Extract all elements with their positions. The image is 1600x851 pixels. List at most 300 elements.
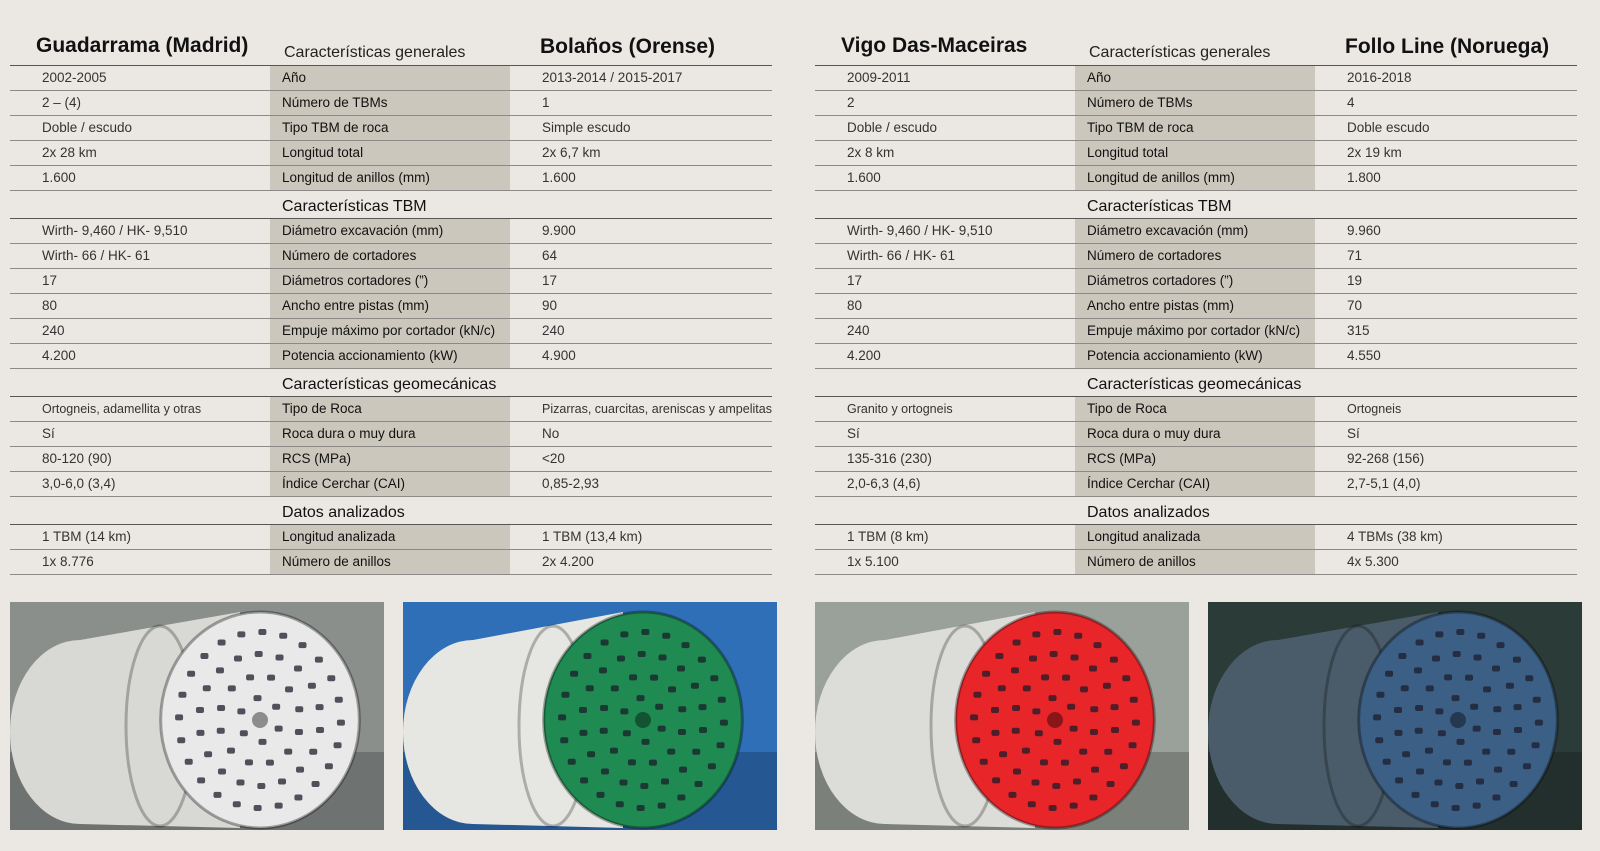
table-row bbox=[10, 244, 772, 269]
tbm-cutter-disc bbox=[560, 737, 568, 743]
tbm-cutter-disc bbox=[1053, 739, 1061, 745]
right-value-cell: 0,85-2,93 bbox=[542, 476, 600, 491]
tbm-cutter-disc bbox=[1482, 749, 1490, 755]
tbm-cutter-disc bbox=[655, 704, 663, 710]
parameter-label-cell: Tipo TBM de roca bbox=[1075, 116, 1315, 140]
tbm-cutter-disc bbox=[1416, 768, 1424, 774]
tbm-illustration bbox=[815, 602, 1189, 830]
right-value-cell: 19 bbox=[1347, 273, 1363, 288]
parameter-label-cell: Índice Cerchar (CAI) bbox=[1075, 472, 1315, 496]
tbm-cutter-disc bbox=[561, 692, 569, 698]
tbm-cutter-disc bbox=[1477, 633, 1485, 639]
section-title-geomechanical bbox=[815, 369, 1577, 397]
tbm-cutter-disc bbox=[677, 666, 685, 672]
left-value-cell: Wirth- 9,460 / HK- 9,510 bbox=[42, 223, 188, 238]
left-value-cell: Wirth- 66 / HK- 61 bbox=[847, 248, 956, 263]
tbm-cutter-disc bbox=[203, 685, 211, 691]
tbm-cutter-disc bbox=[1120, 763, 1128, 769]
tbm-cutter-disc bbox=[568, 759, 576, 765]
tbm-cutter-disc bbox=[1514, 704, 1522, 710]
tbm-cutter-disc bbox=[583, 653, 591, 659]
tbm-cutter-disc bbox=[1049, 805, 1057, 811]
tbm-cutter-disc bbox=[1041, 674, 1049, 680]
tbm-cutter-disc bbox=[1012, 728, 1020, 734]
tbm-cutter-disc bbox=[294, 666, 302, 672]
tbm-cutter-disc bbox=[699, 704, 707, 710]
tbm-cutter-disc bbox=[1535, 720, 1543, 726]
tbm-cutter-disc bbox=[255, 651, 263, 657]
tbm-cutter-disc bbox=[1452, 695, 1460, 701]
tbm-cutter-disc bbox=[294, 794, 302, 800]
tbm-cutter-disc bbox=[315, 657, 323, 663]
tbm-cutter-disc bbox=[659, 655, 667, 661]
left-value-cell: 1.600 bbox=[42, 170, 76, 185]
tbm-cutter-disc bbox=[970, 714, 978, 720]
tbm-cutter-disc bbox=[678, 729, 686, 735]
tbm-cutter-disc bbox=[1111, 727, 1119, 733]
tbm-cutter-disc bbox=[710, 675, 718, 681]
table-row bbox=[815, 319, 1577, 344]
left-value-cell: 17 bbox=[847, 273, 863, 288]
left-value-cell: 2 – (4) bbox=[42, 95, 82, 110]
right-value-cell: 1 TBM (13,4 km) bbox=[542, 529, 643, 544]
table-row bbox=[10, 66, 772, 91]
tbm-cutter-disc bbox=[658, 803, 666, 809]
tbm-cutter-disc bbox=[185, 759, 193, 765]
tbm-cutter-disc bbox=[200, 653, 208, 659]
tbm-cutter-disc bbox=[1453, 651, 1461, 657]
table-row bbox=[815, 472, 1577, 497]
tbm-cutter-disc bbox=[1062, 675, 1070, 681]
tbm-cutter-disc bbox=[1426, 685, 1434, 691]
tbm-cutter-disc bbox=[658, 726, 666, 732]
left-value-cell: 2002-2005 bbox=[42, 70, 107, 85]
parameter-label-cell: Empuje máximo por cortador (kN/c) bbox=[1075, 319, 1315, 343]
tbm-cutter-disc bbox=[178, 692, 186, 698]
tbm-cutter-disc bbox=[1049, 695, 1057, 701]
parameter-label-cell: Potencia accionamiento (kW) bbox=[1075, 344, 1315, 368]
tbm-cutter-disc bbox=[1022, 748, 1030, 754]
left-value-cell: Sí bbox=[847, 426, 860, 441]
tbm-cutter-disc bbox=[1094, 642, 1102, 648]
left-value-cell: 2x 28 km bbox=[42, 145, 97, 160]
parameter-label-cell: Diámetro excavación (mm) bbox=[270, 219, 510, 243]
left-value-cell: 2x 8 km bbox=[847, 145, 895, 160]
tbm-cutter-disc bbox=[1130, 697, 1138, 703]
tbm-cutter-disc bbox=[620, 708, 628, 714]
tbm-cutter-disc bbox=[337, 720, 345, 726]
right-value-cell: 2x 19 km bbox=[1347, 145, 1402, 160]
tbm-cutter-disc bbox=[258, 629, 266, 635]
right-value-cell: 1.800 bbox=[1347, 170, 1381, 185]
left-value-cell: 240 bbox=[42, 323, 65, 338]
table-row bbox=[815, 344, 1577, 369]
tbm-cutter-disc bbox=[679, 767, 687, 773]
table-row bbox=[10, 116, 772, 141]
parameter-label-cell: Número de cortadores bbox=[270, 244, 510, 268]
tbm-cutter-disc bbox=[1497, 642, 1505, 648]
tbm-cutter-disc bbox=[998, 685, 1006, 691]
right-value-cell: 4x 5.300 bbox=[1347, 554, 1399, 569]
right-value-cell: 90 bbox=[542, 298, 558, 313]
tbm-cutter-disc bbox=[196, 707, 204, 713]
right-value-cell: 1 bbox=[542, 95, 550, 110]
tbm-cutter-disc bbox=[1090, 729, 1098, 735]
tbm-cutter-disc bbox=[1394, 707, 1402, 713]
right-value-cell: 2x 6,7 km bbox=[542, 145, 601, 160]
parameter-label-cell: Diámetros cortadores (”) bbox=[1075, 269, 1315, 293]
tbm-cutter-disc bbox=[1493, 706, 1501, 712]
tbm-cutter-disc bbox=[991, 707, 999, 713]
tbm-cutter-disc bbox=[1435, 631, 1443, 637]
table-row bbox=[815, 244, 1577, 269]
left-value-cell: 17 bbox=[42, 273, 58, 288]
tbm-cutter-disc bbox=[1029, 655, 1037, 661]
parameter-label-cell: Número de anillos bbox=[1075, 550, 1315, 574]
tbm-cutter-disc bbox=[1395, 777, 1403, 783]
tbm-cutter-disc bbox=[254, 695, 262, 701]
tbm-cutter-disc bbox=[641, 629, 649, 635]
tbm-cutter-disc bbox=[600, 728, 608, 734]
parameter-label-cell: Roca dura o muy dura bbox=[1075, 422, 1315, 446]
tbm-cutter-disc bbox=[1089, 666, 1097, 672]
tbm-cutter-disc bbox=[275, 803, 283, 809]
tbm-cutter-disc bbox=[691, 683, 699, 689]
left-value-cell: 1 TBM (14 km) bbox=[42, 529, 132, 544]
photo-guadarrama-tbm bbox=[10, 602, 384, 830]
table-row bbox=[815, 116, 1577, 141]
parameter-label-cell: Longitud analizada bbox=[1075, 525, 1315, 549]
parameter-label-cell: Ancho entre pistas (mm) bbox=[270, 294, 510, 318]
tbm-cutter-disc bbox=[236, 779, 244, 785]
table-row bbox=[10, 422, 772, 447]
right-value-cell: 9.900 bbox=[542, 223, 576, 238]
parameter-label-cell: Roca dura o muy dura bbox=[270, 422, 510, 446]
tbm-cutter-disc bbox=[1414, 667, 1422, 673]
tbm-cutter-disc bbox=[1122, 675, 1130, 681]
table-row bbox=[815, 447, 1577, 472]
tbm-cutter-disc bbox=[217, 705, 225, 711]
tbm-cutter-disc bbox=[1483, 686, 1491, 692]
tbm-cutter-disc bbox=[1473, 726, 1481, 732]
tbm-cutter-disc bbox=[611, 685, 619, 691]
tbm-comparison-table-right bbox=[815, 28, 1577, 575]
table-row bbox=[10, 219, 772, 244]
tbm-cutter-disc bbox=[1510, 781, 1518, 787]
tbm-cutter-disc bbox=[308, 683, 316, 689]
tbm-cutter-disc bbox=[1028, 801, 1036, 807]
tbm-cutter-disc bbox=[218, 640, 226, 646]
tbm-cutter-disc bbox=[1415, 728, 1423, 734]
tbm-cutter-disc bbox=[327, 675, 335, 681]
tbm-cutter-disc bbox=[1425, 748, 1433, 754]
tbm-cutter-disc bbox=[1385, 671, 1393, 677]
section-title-tbm-label: Características TBM bbox=[1087, 198, 1232, 215]
tbm-cutter-disc bbox=[601, 640, 609, 646]
tbm-cutter-disc bbox=[628, 759, 636, 765]
tbm-cutterhead-center bbox=[252, 712, 268, 728]
tbm-cutter-disc bbox=[1435, 708, 1443, 714]
tbm-cutter-disc bbox=[1464, 760, 1472, 766]
tbm-cutter-disc bbox=[245, 759, 253, 765]
tbm-cutter-disc bbox=[197, 777, 205, 783]
tbm-cutter-disc bbox=[1035, 730, 1043, 736]
left-project-title: Guadarrama (Madrid) bbox=[36, 34, 249, 57]
left-value-cell: 1x 8.776 bbox=[42, 554, 94, 569]
tbm-cutter-disc bbox=[1074, 633, 1082, 639]
parameter-label-cell: Longitud analizada bbox=[270, 525, 510, 549]
tbm-cutter-disc bbox=[662, 633, 670, 639]
tbm-cutter-disc bbox=[1376, 692, 1384, 698]
table-row bbox=[10, 166, 772, 191]
tbm-cutter-disc bbox=[580, 777, 588, 783]
table-header bbox=[10, 28, 772, 66]
table-row bbox=[10, 550, 772, 575]
table-row bbox=[815, 525, 1577, 550]
tbm-cutter-disc bbox=[285, 686, 293, 692]
parameter-label-cell: Longitud total bbox=[1075, 141, 1315, 165]
tbm-cutter-disc bbox=[667, 749, 675, 755]
tbm-cutter-disc bbox=[1465, 675, 1473, 681]
parameter-label-cell: Diámetro excavación (mm) bbox=[1075, 219, 1315, 243]
left-value-cell: 2,0-6,3 (4,6) bbox=[847, 476, 921, 491]
tbm-cutter-disc bbox=[334, 742, 342, 748]
parameter-label-cell: Número de TBMs bbox=[1075, 91, 1315, 115]
table-row bbox=[815, 550, 1577, 575]
tbm-cutter-disc bbox=[698, 657, 706, 663]
right-project-title: Follo Line (Noruega) bbox=[1345, 35, 1550, 58]
tbm-cutter-disc bbox=[1438, 730, 1446, 736]
left-project-title: Vigo Das-Maceiras bbox=[841, 34, 1028, 57]
tbm-cutter-disc bbox=[1011, 667, 1019, 673]
tbm-cutter-disc bbox=[695, 781, 703, 787]
left-value-cell: 1.600 bbox=[847, 170, 881, 185]
tbm-cutter-disc bbox=[623, 730, 631, 736]
tbm-cutter-disc bbox=[1434, 779, 1442, 785]
tbm-cutter-disc bbox=[316, 704, 324, 710]
tbm-cutter-disc bbox=[1104, 749, 1112, 755]
left-value-cell: Ortogneis, adamellita y otras bbox=[42, 402, 202, 416]
table-row bbox=[815, 91, 1577, 116]
section-title-geomechanical-label: Características geomecánicas bbox=[1087, 376, 1302, 393]
left-value-cell: 80-120 (90) bbox=[42, 451, 112, 466]
parameter-label-cell: RCS (MPa) bbox=[1075, 447, 1315, 471]
tbm-cutter-disc bbox=[579, 707, 587, 713]
parameter-label-cell: Número de cortadores bbox=[1075, 244, 1315, 268]
tbm-cutter-disc bbox=[678, 706, 686, 712]
tbm-cutter-disc bbox=[1023, 685, 1031, 691]
tbm-illustration bbox=[1208, 602, 1582, 830]
tbm-cutter-disc bbox=[295, 729, 303, 735]
table-row bbox=[10, 344, 772, 369]
right-value-cell: <20 bbox=[542, 451, 565, 466]
table-row bbox=[815, 166, 1577, 191]
parameter-label-cell: Tipo de Roca bbox=[270, 397, 510, 421]
tbm-cutter-disc bbox=[1073, 779, 1081, 785]
tbm-cutter-disc bbox=[668, 686, 676, 692]
tbm-cutter-disc bbox=[1110, 657, 1118, 663]
tbm-cutter-disc bbox=[718, 697, 726, 703]
tbm-cutter-disc bbox=[275, 726, 283, 732]
tbm-cutter-disc bbox=[258, 739, 266, 745]
right-value-cell: 64 bbox=[542, 248, 558, 263]
tbm-cutter-disc bbox=[1375, 737, 1383, 743]
tbm-cutter-disc bbox=[999, 751, 1007, 757]
tbm-cutter-disc bbox=[1032, 631, 1040, 637]
tbm-cutter-disc bbox=[299, 642, 307, 648]
right-project-title: Bolaños (Orense) bbox=[540, 35, 716, 58]
table-row bbox=[10, 294, 772, 319]
tbm-cutterhead-center bbox=[635, 712, 651, 728]
table-row bbox=[815, 66, 1577, 91]
parameter-label-cell: Longitud de anillos (mm) bbox=[270, 166, 510, 190]
tbm-cutter-disc bbox=[267, 675, 275, 681]
tbm-cutter-disc bbox=[1394, 730, 1402, 736]
tbm-cutter-disc bbox=[284, 749, 292, 755]
tbm-cutter-disc bbox=[640, 783, 648, 789]
tbm-cutter-disc bbox=[596, 792, 604, 798]
table-row bbox=[815, 141, 1577, 166]
left-value-cell: Wirth- 66 / HK- 61 bbox=[42, 248, 151, 263]
tbm-cutter-disc bbox=[216, 667, 224, 673]
tbm-cutter-disc bbox=[1523, 763, 1531, 769]
tbm-cutter-disc bbox=[266, 760, 274, 766]
tbm-cutter-disc bbox=[1492, 794, 1500, 800]
tbm-cutter-disc bbox=[1507, 749, 1515, 755]
tbm-cutter-disc bbox=[638, 651, 646, 657]
tbm-illustration bbox=[10, 602, 384, 830]
table-row bbox=[10, 447, 772, 472]
right-value-cell: 1.600 bbox=[542, 170, 576, 185]
parameter-label-cell: Diámetros cortadores (”) bbox=[270, 269, 510, 293]
tbm-cutter-disc bbox=[1013, 768, 1021, 774]
section-title-analyzed-data bbox=[815, 497, 1577, 525]
parameter-label-cell: Número de TBMs bbox=[270, 91, 510, 115]
tbm-cutter-disc bbox=[227, 748, 235, 754]
right-value-cell: 315 bbox=[1347, 323, 1370, 338]
tbm-cutter-disc bbox=[217, 728, 225, 734]
section-title-geomechanical-label: Características geomecánicas bbox=[282, 376, 497, 393]
tbm-cutter-disc bbox=[661, 779, 669, 785]
right-value-cell: 2013-2014 / 2015-2017 bbox=[542, 70, 683, 85]
table-row bbox=[815, 397, 1577, 422]
left-value-cell: 80 bbox=[42, 298, 58, 313]
tbm-cutter-disc bbox=[992, 777, 1000, 783]
parameter-label-cell: Tipo de Roca bbox=[1075, 397, 1315, 421]
tbm-cutter-disc bbox=[980, 759, 988, 765]
tbm-cutter-disc bbox=[1079, 749, 1087, 755]
tbm-cutter-disc bbox=[1452, 805, 1460, 811]
tbm-cutter-disc bbox=[1525, 675, 1533, 681]
parameter-label-cell: Año bbox=[270, 66, 510, 90]
parameter-label-cell: Año bbox=[1075, 66, 1315, 90]
tbm-cutter-disc bbox=[649, 760, 657, 766]
parameter-label-cell: Índice Cerchar (CAI) bbox=[270, 472, 510, 496]
tbm-cutter-disc bbox=[177, 737, 185, 743]
tbm-cutter-disc bbox=[175, 714, 183, 720]
tbm-cutter-disc bbox=[1050, 651, 1058, 657]
tbm-cutter-disc bbox=[1111, 704, 1119, 710]
tbm-cutter-disc bbox=[601, 768, 609, 774]
tbm-cutter-disc bbox=[1080, 686, 1088, 692]
right-value-cell: 240 bbox=[542, 323, 565, 338]
tbm-cutter-disc bbox=[237, 708, 245, 714]
tbm-cutter-disc bbox=[720, 720, 728, 726]
tbm-cutter-disc bbox=[972, 737, 980, 743]
left-value-cell: 4.200 bbox=[847, 348, 881, 363]
tbm-cutter-disc bbox=[1492, 666, 1500, 672]
tbm-cutter-disc bbox=[240, 730, 248, 736]
tbm-cutter-disc bbox=[579, 730, 587, 736]
tbm-cutter-disc bbox=[1129, 742, 1137, 748]
parameter-label-cell: Empuje máximo por cortador (kN/c) bbox=[270, 319, 510, 343]
section-title-analyzed-data-label: Datos analizados bbox=[1087, 504, 1210, 521]
tbm-cutter-disc bbox=[1402, 751, 1410, 757]
tbm-cutter-disc bbox=[1411, 792, 1419, 798]
tbm-cutter-disc bbox=[309, 749, 317, 755]
left-value-cell: 4.200 bbox=[42, 348, 76, 363]
right-value-cell: Sí bbox=[1347, 426, 1360, 441]
tbm-comparison-table-left bbox=[10, 28, 772, 575]
tbm-cutter-disc bbox=[619, 779, 627, 785]
section-title-geomechanical bbox=[10, 369, 772, 397]
tbm-cutter-disc bbox=[237, 631, 245, 637]
tbm-cutter-disc bbox=[616, 801, 624, 807]
tbm-cutter-disc bbox=[1493, 729, 1501, 735]
right-value-cell: 92-268 (156) bbox=[1347, 451, 1425, 466]
tbm-cutter-disc bbox=[617, 655, 625, 661]
table-header bbox=[815, 28, 1577, 66]
tbm-cutter-disc bbox=[692, 749, 700, 755]
tbm-cutter-disc bbox=[1473, 803, 1481, 809]
right-value-cell: 71 bbox=[1347, 248, 1363, 263]
tbm-cutter-disc bbox=[995, 653, 1003, 659]
table-row bbox=[10, 269, 772, 294]
tbm-cutter-disc bbox=[637, 695, 645, 701]
right-value-cell: Simple escudo bbox=[542, 120, 631, 135]
section-title-tbm bbox=[10, 191, 772, 219]
table-row bbox=[10, 141, 772, 166]
tbm-cutter-disc bbox=[1470, 704, 1478, 710]
left-value-cell: Sí bbox=[42, 426, 55, 441]
photo-follo-line-tbm bbox=[1208, 602, 1582, 830]
tbm-cutter-disc bbox=[599, 667, 607, 673]
parameter-label-cell: Tipo TBM de roca bbox=[270, 116, 510, 140]
left-value-cell: 1x 5.100 bbox=[847, 554, 899, 569]
tbm-cutter-disc bbox=[1532, 742, 1540, 748]
tbm-cutter-disc bbox=[1061, 760, 1069, 766]
right-value-cell: 4 bbox=[1347, 95, 1355, 110]
tbm-cutter-disc bbox=[620, 631, 628, 637]
tbm-cutter-disc bbox=[586, 685, 594, 691]
table-row bbox=[10, 91, 772, 116]
left-value-cell: 2 bbox=[847, 95, 855, 110]
right-value-cell: 4.550 bbox=[1347, 348, 1381, 363]
tbm-cutter-disc bbox=[312, 781, 320, 787]
right-value-cell: 9.960 bbox=[1347, 223, 1381, 238]
tbm-cutter-disc bbox=[1070, 726, 1078, 732]
right-value-cell: Doble escudo bbox=[1347, 120, 1430, 135]
tbm-cutterhead-center bbox=[1047, 712, 1063, 728]
tbm-cutter-disc bbox=[1067, 704, 1075, 710]
tbm-cutter-disc bbox=[234, 655, 242, 661]
tbm-cutter-disc bbox=[335, 697, 343, 703]
tbm-cutter-disc bbox=[587, 751, 595, 757]
tbm-cutter-disc bbox=[1032, 708, 1040, 714]
tbm-cutter-disc bbox=[1443, 759, 1451, 765]
tbm-cutter-disc bbox=[196, 730, 204, 736]
tbm-cutter-disc bbox=[276, 655, 284, 661]
